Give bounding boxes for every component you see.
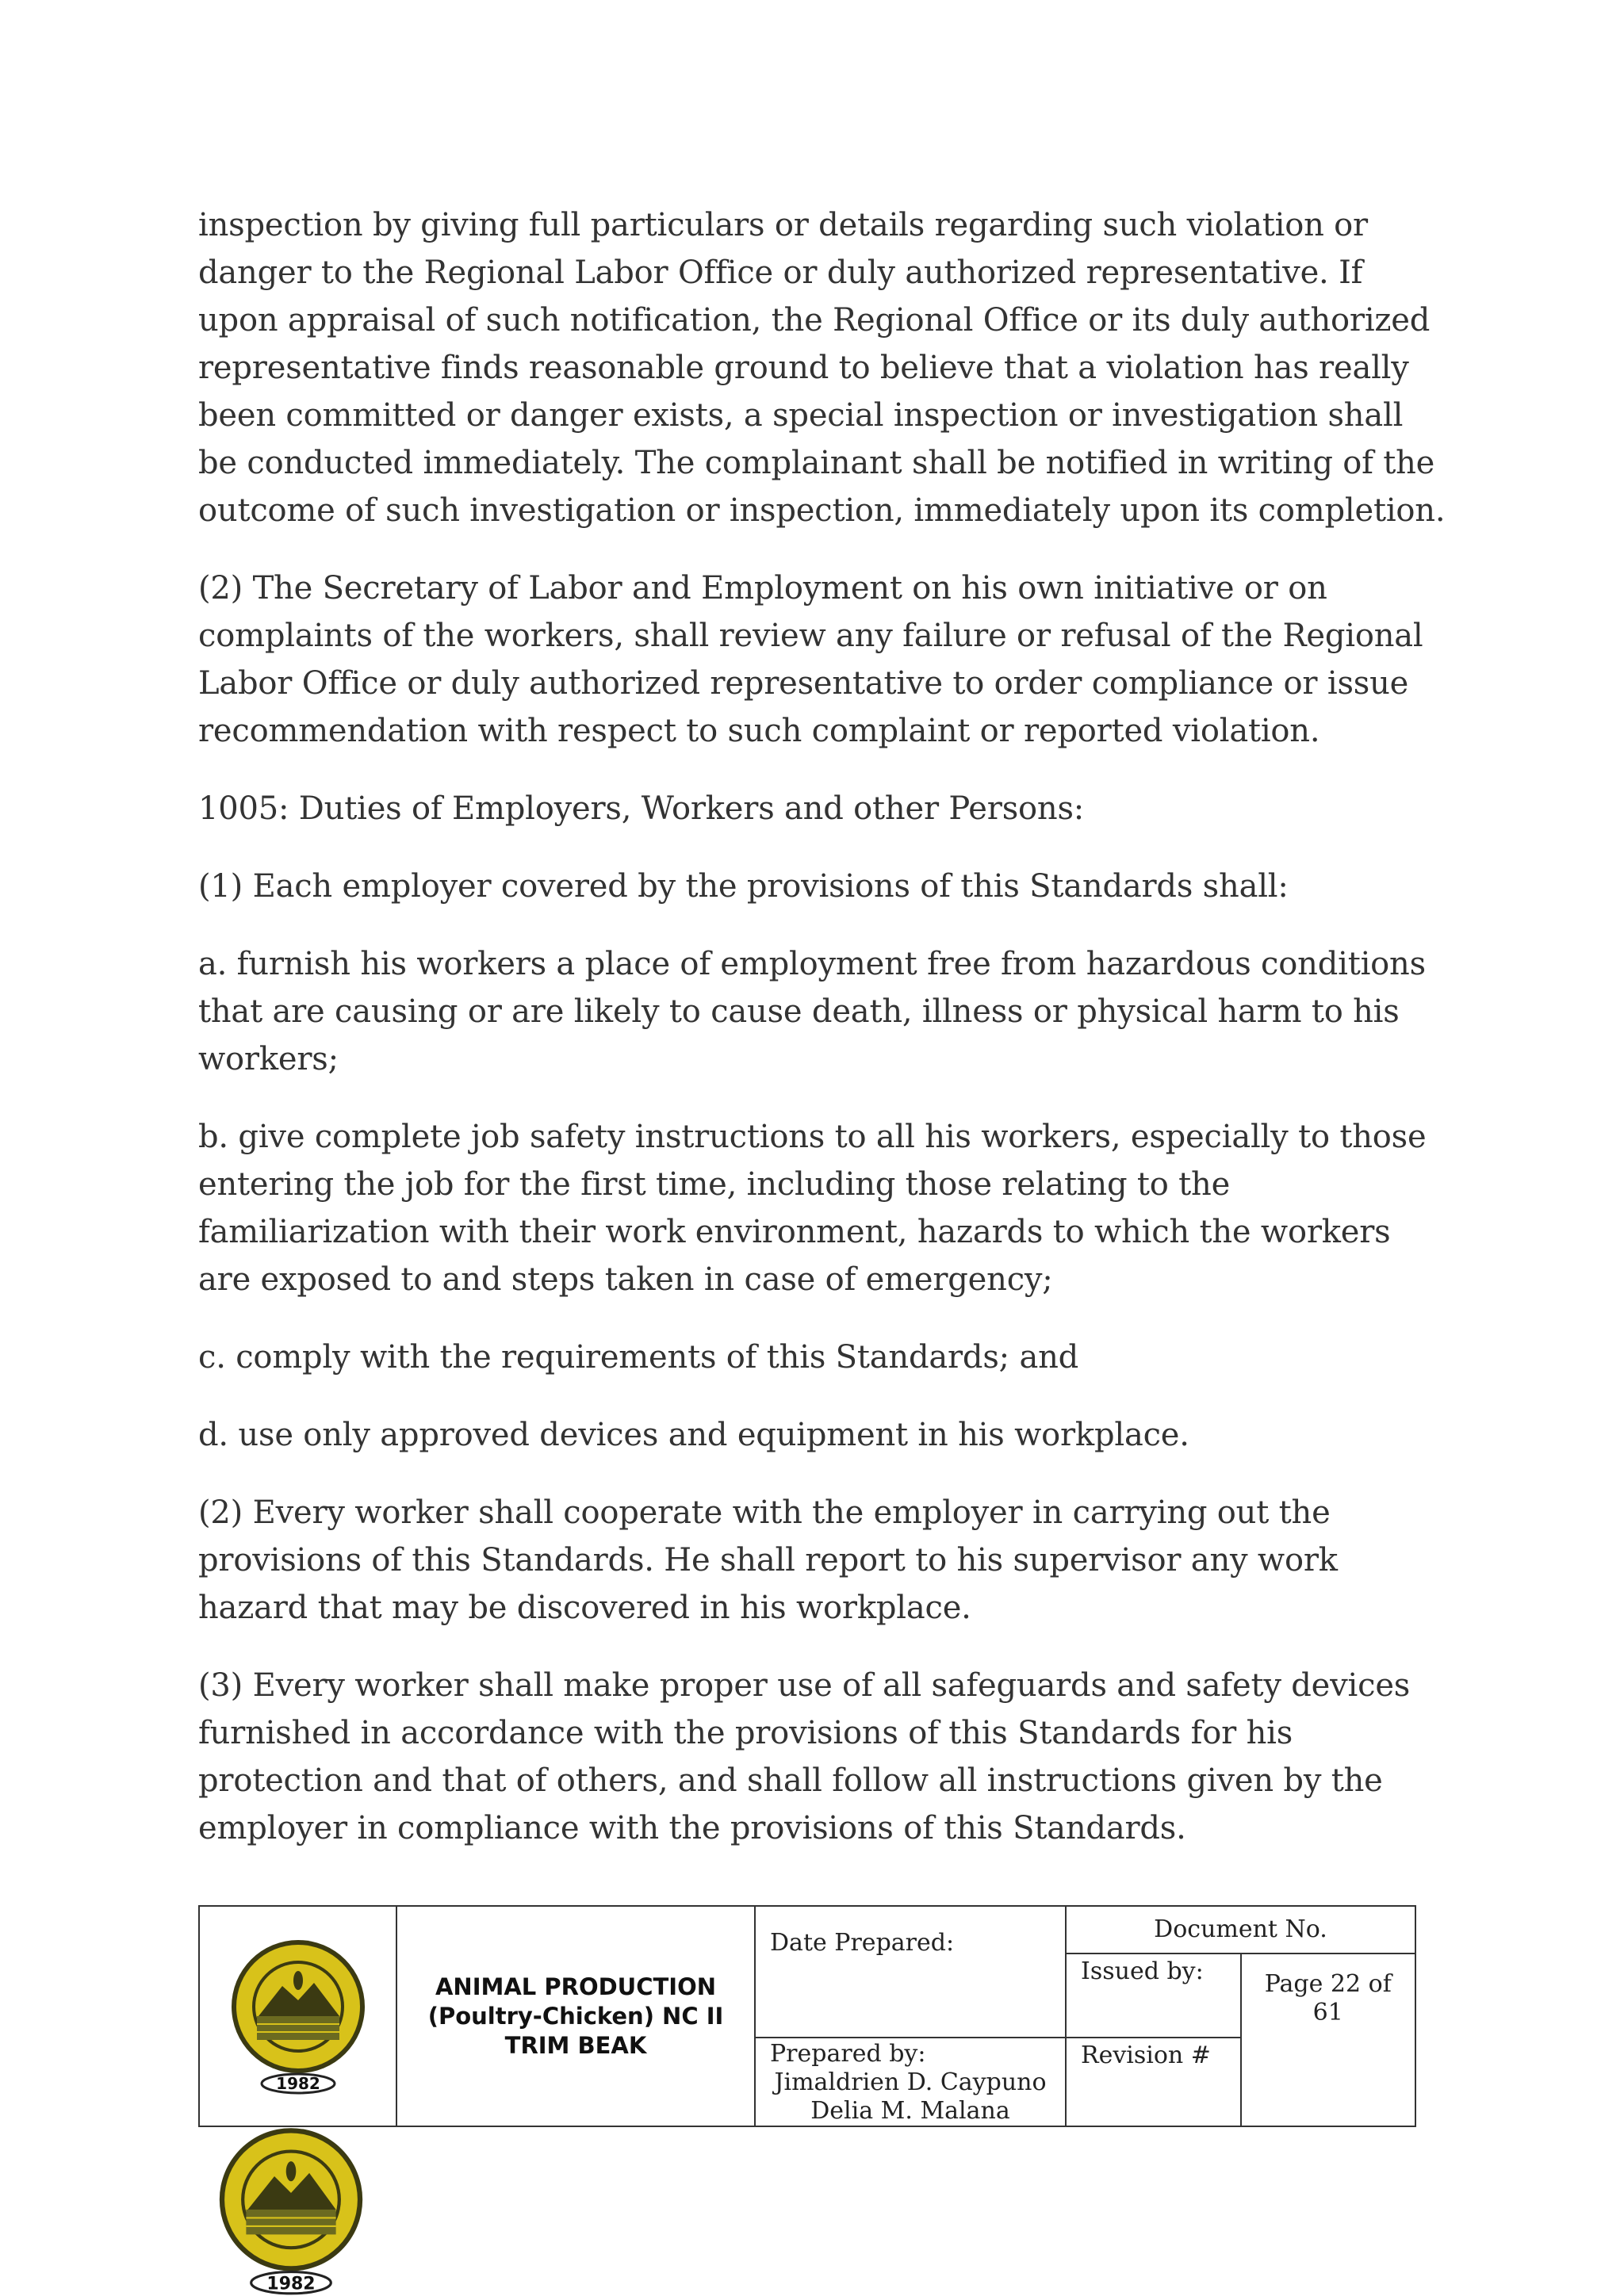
document-no-label: Document No. [1154,1915,1327,1943]
document-body [198,201,1451,1882]
document-no-cell [1066,1906,1415,1954]
page-number-cell [1241,1954,1416,2126]
prepared-by-cell [755,2038,1066,2126]
preparer-name: Jimaldrien D. Caypuno [774,2068,1047,2096]
date-prepared-cell [755,1906,1066,2038]
seal-year: 1982 [275,2074,320,2093]
paragraph: (3) Every worker shall make proper use of all safeguards and safety devices furnished in accordance with the provisions of this Standards for his protection and that of others, and shall follow all instructions given by the employer in compliance with the provisions of this Standards. [198,1667,1411,1846]
date-prepared-label: Date Prepared: [770,1929,955,1957]
list-item: d. use only approved devices and equipment in his workplace. [198,1417,1189,1453]
prepared-by-label: Prepared by: [770,2040,926,2068]
school-seal-logo [219,1937,377,2095]
page-number-line: Page 22 of [1264,1970,1392,1998]
paragraph: inspection by giving full particulars or details regarding such violation or danger to the Regional Labor Office or duly authorized representative. If upon appraisal of such notification, the Regional Office or its duly authorized representative finds reasonable ground to believe that a violation has really been committed or danger exists, a special inspection or investigation shall be conducted immediately. The complainant shall be notified in writing of the outcome of such investigation or inspection, immediately upon its completion. [198,207,1446,529]
list-item: b. give complete job safety instructions to all his workers, especially to those entering the job for the first time, including those relating to the familiarization with their work environment, hazards to which the workers are exposed to and steps taken in case of emergency; [198,1119,1427,1298]
list-item: c. comply with the requirements of this Standards; and [198,1339,1079,1376]
preparer-name: Delia M. Malana [810,2097,1010,2125]
bottom-school-seal-logo [208,2125,374,2296]
module-title-line: TRIM BEAK [504,2031,647,2059]
school-seal-cell [199,1906,396,2126]
module-title-cell [396,1906,755,2126]
revision-cell [1066,2038,1241,2126]
document-footer-table [198,1905,1416,2127]
revision-label: Revision # [1081,2042,1211,2069]
paragraph: (1) Each employer covered by the provisions of this Standards shall: [198,868,1289,905]
issued-by-cell [1066,1954,1241,2038]
module-title-line: (Poultry-Chicken) NC II [427,2002,724,2030]
list-item: a. furnish his workers a place of employment free from hazardous conditions that are causing or are likely to cause death, illness or physical harm to his workers; [198,946,1426,1077]
page-total-line: 61 [1312,1999,1343,2026]
section-heading: 1005: Duties of Employers, Workers and other Persons: [198,790,1085,827]
paragraph: (2) The Secretary of Labor and Employment on his own initiative or on complaints of the workers, shall review any failure or refusal of the Regional Labor Office or duly authorized representative to order compliance or issue recommendation with respect to such complaint or reported violation. [198,570,1423,749]
issued-by-label: Issued by: [1081,1957,1204,1985]
module-title-line: ANIMAL PRODUCTION [435,1973,717,2000]
seal-year: 1982 [266,2274,316,2294]
paragraph: (2) Every worker shall cooperate with the employer in carrying out the provisions of this Standards. He shall report to his supervisor any work hazard that may be discovered in his workplace. [198,1494,1338,1626]
